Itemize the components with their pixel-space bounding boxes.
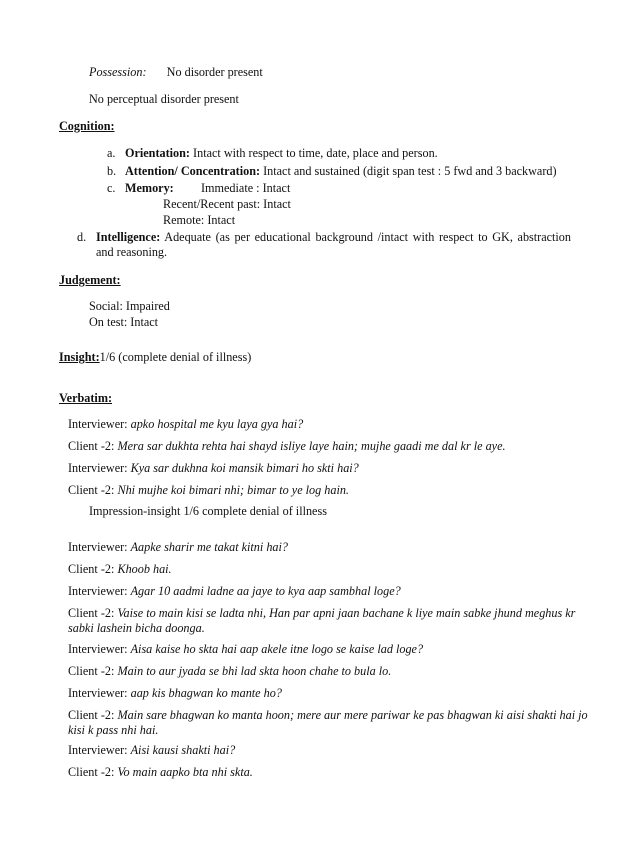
speaker-label: Client -2: <box>68 765 118 779</box>
utterance: Nhi mujhe koi bimari nhi; bimar to ye log hain. <box>117 483 349 497</box>
dialogue-line <box>68 439 506 454</box>
insight-text: 1/6 (complete denial of illness) <box>99 350 252 364</box>
cognition-item-memory <box>107 181 290 196</box>
utterance: Agar 10 aadmi ladne aa jaye to kya aap sambhal loge? <box>130 584 401 598</box>
utterance: Aisa kaise ho skta hai aap akele itne logo se kaise lad loge? <box>130 642 424 656</box>
speaker-label: Interviewer: <box>68 584 131 598</box>
dialogue-line <box>68 417 303 432</box>
judgement-test: On test: Intact <box>89 315 159 329</box>
cognition-item-intelligence <box>96 230 571 260</box>
list-marker: a. <box>107 146 116 160</box>
utterance: Vo main aapko bta nhi skta. <box>117 765 253 779</box>
item-label: Attention/ Concentration: <box>125 164 261 178</box>
memory-remote: Remote: Intact <box>163 213 236 227</box>
possession-line <box>89 65 263 80</box>
dialogue-line <box>68 562 172 577</box>
speaker-label: Interviewer: <box>68 642 131 656</box>
item-label: Intelligence: <box>96 230 161 244</box>
utterance: Aisi kausi shakti hai? <box>130 743 236 757</box>
speaker-label: Interviewer: <box>68 743 131 757</box>
judgement-social: Social: Impaired <box>89 299 170 313</box>
verbatim-heading: Verbatim: <box>59 391 113 405</box>
speaker-label: Client -2: <box>68 483 118 497</box>
dialogue-line <box>68 642 423 657</box>
utterance: Khoob hai. <box>117 562 172 576</box>
speaker-label: Client -2: <box>68 606 118 620</box>
utterance: Kya sar dukhna koi mansik bimari ho skti hai? <box>130 461 359 475</box>
dialogue-line <box>68 664 391 679</box>
item-label: Orientation: <box>125 146 190 160</box>
item-text: Immediate : Intact <box>201 181 291 195</box>
speaker-label: Client -2: <box>68 664 118 678</box>
utterance: aap kis bhagwan ko mante ho? <box>130 686 282 700</box>
speaker-label: Client -2: <box>68 439 118 453</box>
speaker-label: Interviewer: <box>68 461 131 475</box>
utterance: Main sare bhagwan ko manta hoon; mere aur mere pariwar ke pas bhagwan ki aisi shakti hai jo kisi k pass nhi hai. <box>68 708 588 737</box>
speaker-label: Interviewer: <box>68 417 131 431</box>
cognition-heading: Cognition: <box>59 119 115 133</box>
speaker-label: Client -2: <box>68 708 118 722</box>
speaker-label: Interviewer: <box>68 686 131 700</box>
utterance: Main to aur jyada se bhi lad skta hoon chahe to bula lo. <box>117 664 392 678</box>
dialogue-line <box>68 606 598 636</box>
item-text: Adequate (as per educational background /intact with respect to GK, abstraction and reasoning. <box>96 230 571 259</box>
intelligence-marker: d. <box>77 230 87 244</box>
dialogue-line <box>68 743 235 758</box>
dialogue-line <box>68 765 253 780</box>
impression-line: Impression-insight 1/6 complete denial of illness <box>89 504 327 518</box>
utterance: Vaise to main kisi se ladta nhi, Han par apni jaan bachane k liye main sabke jhund meghus kr sabki lashein bicha doonga. <box>68 606 576 635</box>
utterance: Mera sar dukhta rehta hai shayd isliye laye hain; mujhe gaadi me dal kr le aye. <box>117 439 506 453</box>
speaker-label: Interviewer: <box>68 540 131 554</box>
perceptual-disorder-line: No perceptual disorder present <box>89 92 239 106</box>
list-marker: c. <box>107 181 116 195</box>
utterance: Aapke sharir me takat kitni hai? <box>130 540 289 554</box>
dialogue-line <box>68 540 288 555</box>
dialogue-line <box>68 708 598 738</box>
cognition-item-attention <box>107 164 557 179</box>
dialogue-line <box>68 461 359 476</box>
memory-recent: Recent/Recent past: Intact <box>163 197 291 211</box>
item-text: Intact with respect to time, date, place and person. <box>190 146 438 160</box>
cognition-item-orientation <box>107 146 438 161</box>
judgement-heading: Judgement: <box>59 273 121 287</box>
item-text: Intact and sustained (digit span test : 5 fwd and 3 backward) <box>260 164 557 178</box>
speaker-label: Client -2: <box>68 562 118 576</box>
utterance: apko hospital me kyu laya gya hai? <box>130 417 304 431</box>
list-marker: b. <box>107 164 117 178</box>
insight-heading: Insight: <box>59 350 100 364</box>
possession-label: Possession: <box>89 65 147 79</box>
dialogue-line <box>68 584 401 599</box>
dialogue-line <box>68 483 349 498</box>
insight-line <box>59 350 251 365</box>
possession-value: No disorder present <box>166 65 263 79</box>
item-label: Memory: <box>125 181 174 195</box>
dialogue-line <box>68 686 282 701</box>
